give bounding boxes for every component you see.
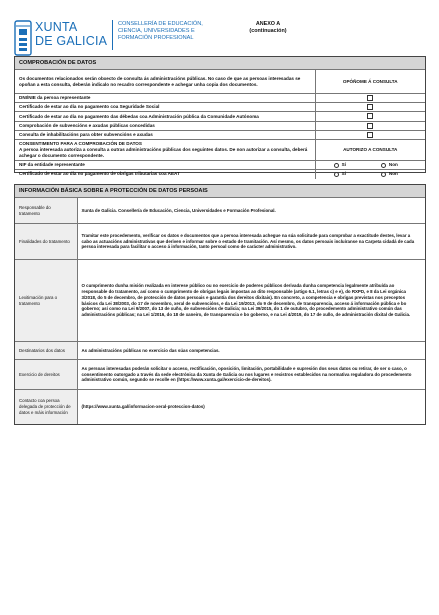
autorize-row [15,161,425,170]
conselleria-line: CIENCIA, UNIVERSIDADES E [118,28,195,34]
autorizo-intro-row [15,140,425,161]
logo-wordmark [35,20,107,48]
conselleria-line: CONSELLERÍA DE EDUCACIÓN, [118,21,203,27]
proteccion-row-label: Finalidades do tratamento [15,224,77,260]
yes-label: Sí [341,162,346,168]
proteccion-row-value: (https://www.xunta.gal/informacion-xeral-proteccion-datos) [77,390,425,424]
autorize-row [15,170,425,179]
oppose-header: OPÓÑOME Á CONSULTA [315,70,425,94]
oppose-row [15,121,425,130]
logo-line2: DE GALICIA [35,34,108,48]
no-label: Non [388,171,398,177]
anexo-subtitle: (continuación) [249,28,287,34]
yes-radio[interactable] [334,163,339,168]
proteccion-datos-section [14,184,426,425]
logo-line1: XUNTA [35,20,78,34]
oppose-item-label: Certificado de estar ao día no pagamento das débedas coa Administración pública da Comunidade Autónoma [15,112,315,121]
autorize-item-label: NIF da entidade representante [15,161,315,170]
proteccion-title: INFORMACIÓN BÁSICA SOBRE A PROTECCIÓN DE DATOS PERSOAIS [15,185,425,197]
proteccion-row [15,360,425,390]
comprobacion-intro-row [15,70,425,94]
proteccion-row-value: Tramitar este procedemento, verificar os datos e documentos que a persoa interesada achegue na súa solicitude para comprobar a exactitude destes, levar a cabo as actuacións administrativas que deriven e informar sobre o estado de tramitación. Así mesmo, os datos persoais incluíranse na Carpeta cidadá de cada persoa interesada para facilitar o acceso á información, tanto persoal como de carácter administrativo. [77,224,425,260]
comprobacion-section [14,56,426,177]
anexo-title: ANEXO A [255,21,281,27]
autorize-item-label: Certificado de estar ao día no pagamento de obrigas tributarias coa AEAT [15,170,315,179]
proteccion-row-value: Xunta de Galicia. Consellería de Educación, Ciencia, Universidades e Formación Profesional. [77,198,425,224]
oppose-checkbox[interactable] [367,132,373,138]
autorizo-title: CONSENTIMENTO PARA A COMPROBACIÓN DE DATOS [19,141,142,147]
comprobacion-table [15,69,425,179]
proteccion-row-value: As persoas interesadas poderán solicitar o acceso, rectificación, oposición, limitación, portabilidade e supresión dos seus datos ou retirar, de ser o caso, o consentimento outorgado a través da sede electrónica da Xunta de Galicia ou nos lugares e rexistros establecidos na normativa reguladora do procedemento administrativo común, segundo se recolle en (https://www.xunta.gal/exercicio-de-dereitos). [77,360,425,390]
no-radio[interactable] [381,163,386,168]
comprobacion-intro-text: Os documentos relacionados serán obxecto de consulta ás administracións públicas. No caso de que as persoas interesadas se opoñan a esta consulta, deberán indicalo no recadro correspondente e achegar unha copia dos documentos. [15,70,315,94]
proteccion-row-value: O cumprimento dunha misión realizada en interese público ou no exercicio de poderes públicos derivada dunha competencia legalmente atribuída ao responsable do tratamento, así como o cumprimento de obrigas legais impostas ao dito responsable (artigo 6.1, letras c) e e), do RXPD, e 8 da Lei orgánica 3/2018, do 5 de decembro, de protección de datos persoais e garantía dos dereitos dixitais). En concreto, a competencia e obrigas previstas nos preceptos básicos da Lei 38/2003, do 17 de novembro, xeral de subvencións, e da Lei 19/2013, do 9 de decembro, de transparencia, acceso á información pública e bo goberno; así como na Lei 9/2007, do 13 de xuño, de subvencións de Galicia; na Lei 39/2015, do 1 de outubro, do procedemento administrativo común das administracións públicas; na Lei 1/2016, do 18 de xaneiro, de transparencia e bo goberno, e na Lei 4/2019, do 17 de xullo, de administración dixital de Galicia. [77,260,425,342]
proteccion-row-value: As administracións públicas no exercicio das súas competencias. [77,342,425,360]
proteccion-row [15,224,425,260]
xunta-logo [14,18,112,56]
oppose-row [15,103,425,112]
yes-label: Sí [341,171,346,177]
autorizo-intro [15,140,315,161]
oppose-item-label: Comprobación de subvencións e axudas públicas concedidas [15,121,315,130]
comprobacion-title: COMPROBACIÓN DE DATOS [15,57,425,69]
page-header [14,14,426,60]
anexo-heading [236,21,300,35]
oppose-item-label: DNI/NIE da persoa representante [15,94,315,103]
conselleria-line: FORMACIÓN PROFESIONAL [118,35,194,41]
proteccion-row [15,390,425,424]
proteccion-row [15,198,425,224]
oppose-item-label: Consulta de inhabilitacións para obter subvencións e axudas [15,130,315,139]
no-label: Non [388,162,398,168]
oppose-item-label: Certificado de estar ao día no pagamento coa Seguridade Social [15,103,315,112]
conselleria-name [118,21,238,42]
autorizo-text: A persoa interesada autoriza a consulta a outras administracións públicas dos seguintes datos. De non autorizar a consulta, deberá achegar o documento correspondente. [19,147,308,159]
no-radio[interactable] [381,172,386,177]
yes-radio[interactable] [334,172,339,177]
proteccion-row-label: Destinatarios dos datos [15,342,77,360]
autorizo-header: AUTORIZO A CONSULTA [315,140,425,161]
proteccion-row-label: Contacto coa persoa delegada de protección de datos e máis información [15,390,77,424]
proteccion-row [15,260,425,342]
oppose-checkbox[interactable] [367,113,373,119]
proteccion-row-label: Lexitimación para o tratamento [15,260,77,342]
oppose-checkbox[interactable] [367,104,373,110]
oppose-checkbox[interactable] [367,95,373,101]
galicia-shield-icon [14,20,32,56]
proteccion-row [15,342,425,360]
oppose-row [15,130,425,139]
proteccion-table [15,197,425,424]
header-divider [112,20,113,50]
oppose-row [15,94,425,103]
oppose-checkbox[interactable] [367,123,373,129]
proteccion-row-label: Exercicio de dereitos [15,360,77,390]
oppose-row [15,112,425,121]
proteccion-row-label: Responsable do tratamento [15,198,77,224]
